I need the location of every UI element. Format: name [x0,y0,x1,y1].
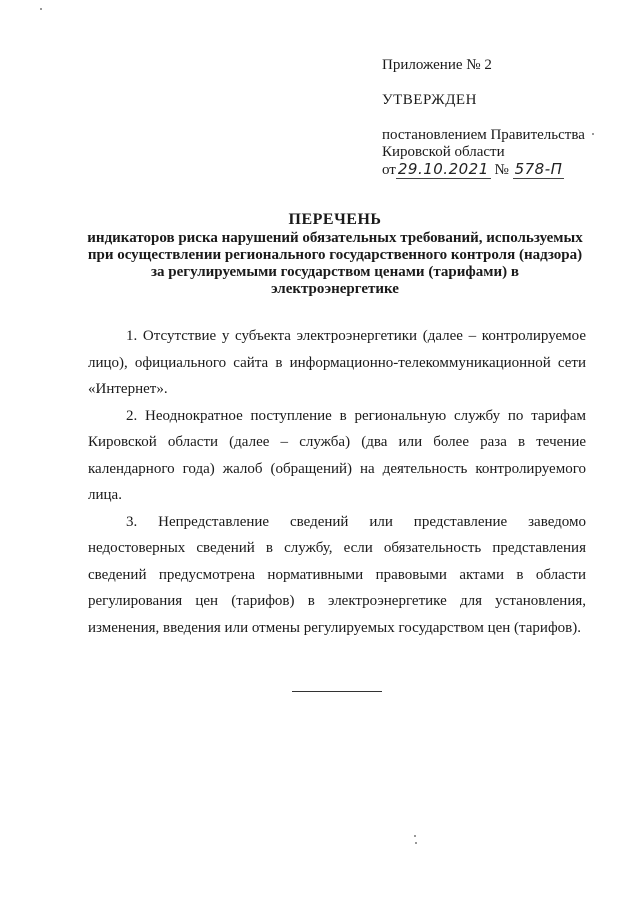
indicator-list [88,323,586,641]
appendix-label: Приложение № 2 [382,57,492,73]
approved-label: УТВЕРЖДЕН [382,92,477,108]
document-subtitle-line-3: за регулируемыми государством ценами (тарифами) в [151,264,519,280]
number-prefix: № [494,162,509,178]
scan-speck [414,835,416,837]
decree-number: 578-П [514,160,563,178]
document-subtitle-line-4: электроэнергетике [271,281,399,297]
date-prefix: от [382,162,396,178]
document-title-block [70,210,600,298]
scan-speck [592,133,594,135]
decree-date: 29.10.2021 [397,160,489,178]
scan-speck [40,8,42,10]
document-subtitle-line-2: при осуществлении регионального государственного контроля (надзора) [87,247,583,263]
decree-date-line [382,161,612,179]
closing-divider [292,691,382,692]
list-item: 1. Отсутствие у субъекта электроэнергетики (далее – контролируемое лицо), официального сайта в информационно-телекоммуникационной сети «Интернет». [88,328,586,397]
decree-text [382,127,612,179]
decree-line-2: Кировской области [382,144,505,160]
document-title: ПЕРЕЧЕНЬ [288,211,382,228]
scan-speck [415,842,417,844]
document-subtitle-line-1: индикаторов риска нарушений обязательных требований, используемых [87,230,583,246]
approval-block [382,57,612,179]
list-item: 3. Непредставление сведений или представление заведомо недостоверных сведений в службу, если обязательность представления сведений предусмотрена нормативными правовыми актами в области регулирования цен (тарифов) в электроэнергетике для установления, изменения, введения или отмены регулируемых государством цен (тарифов). [88,513,586,636]
decree-line-1: постановлением Правительства [382,127,585,143]
list-item: 2. Неоднократное поступление в региональную службу по тарифам Кировской области (далее – служба) (два или более раза в течение календарного года) жалоб (обращений) на деятельность контролируемого лица. [88,407,586,503]
